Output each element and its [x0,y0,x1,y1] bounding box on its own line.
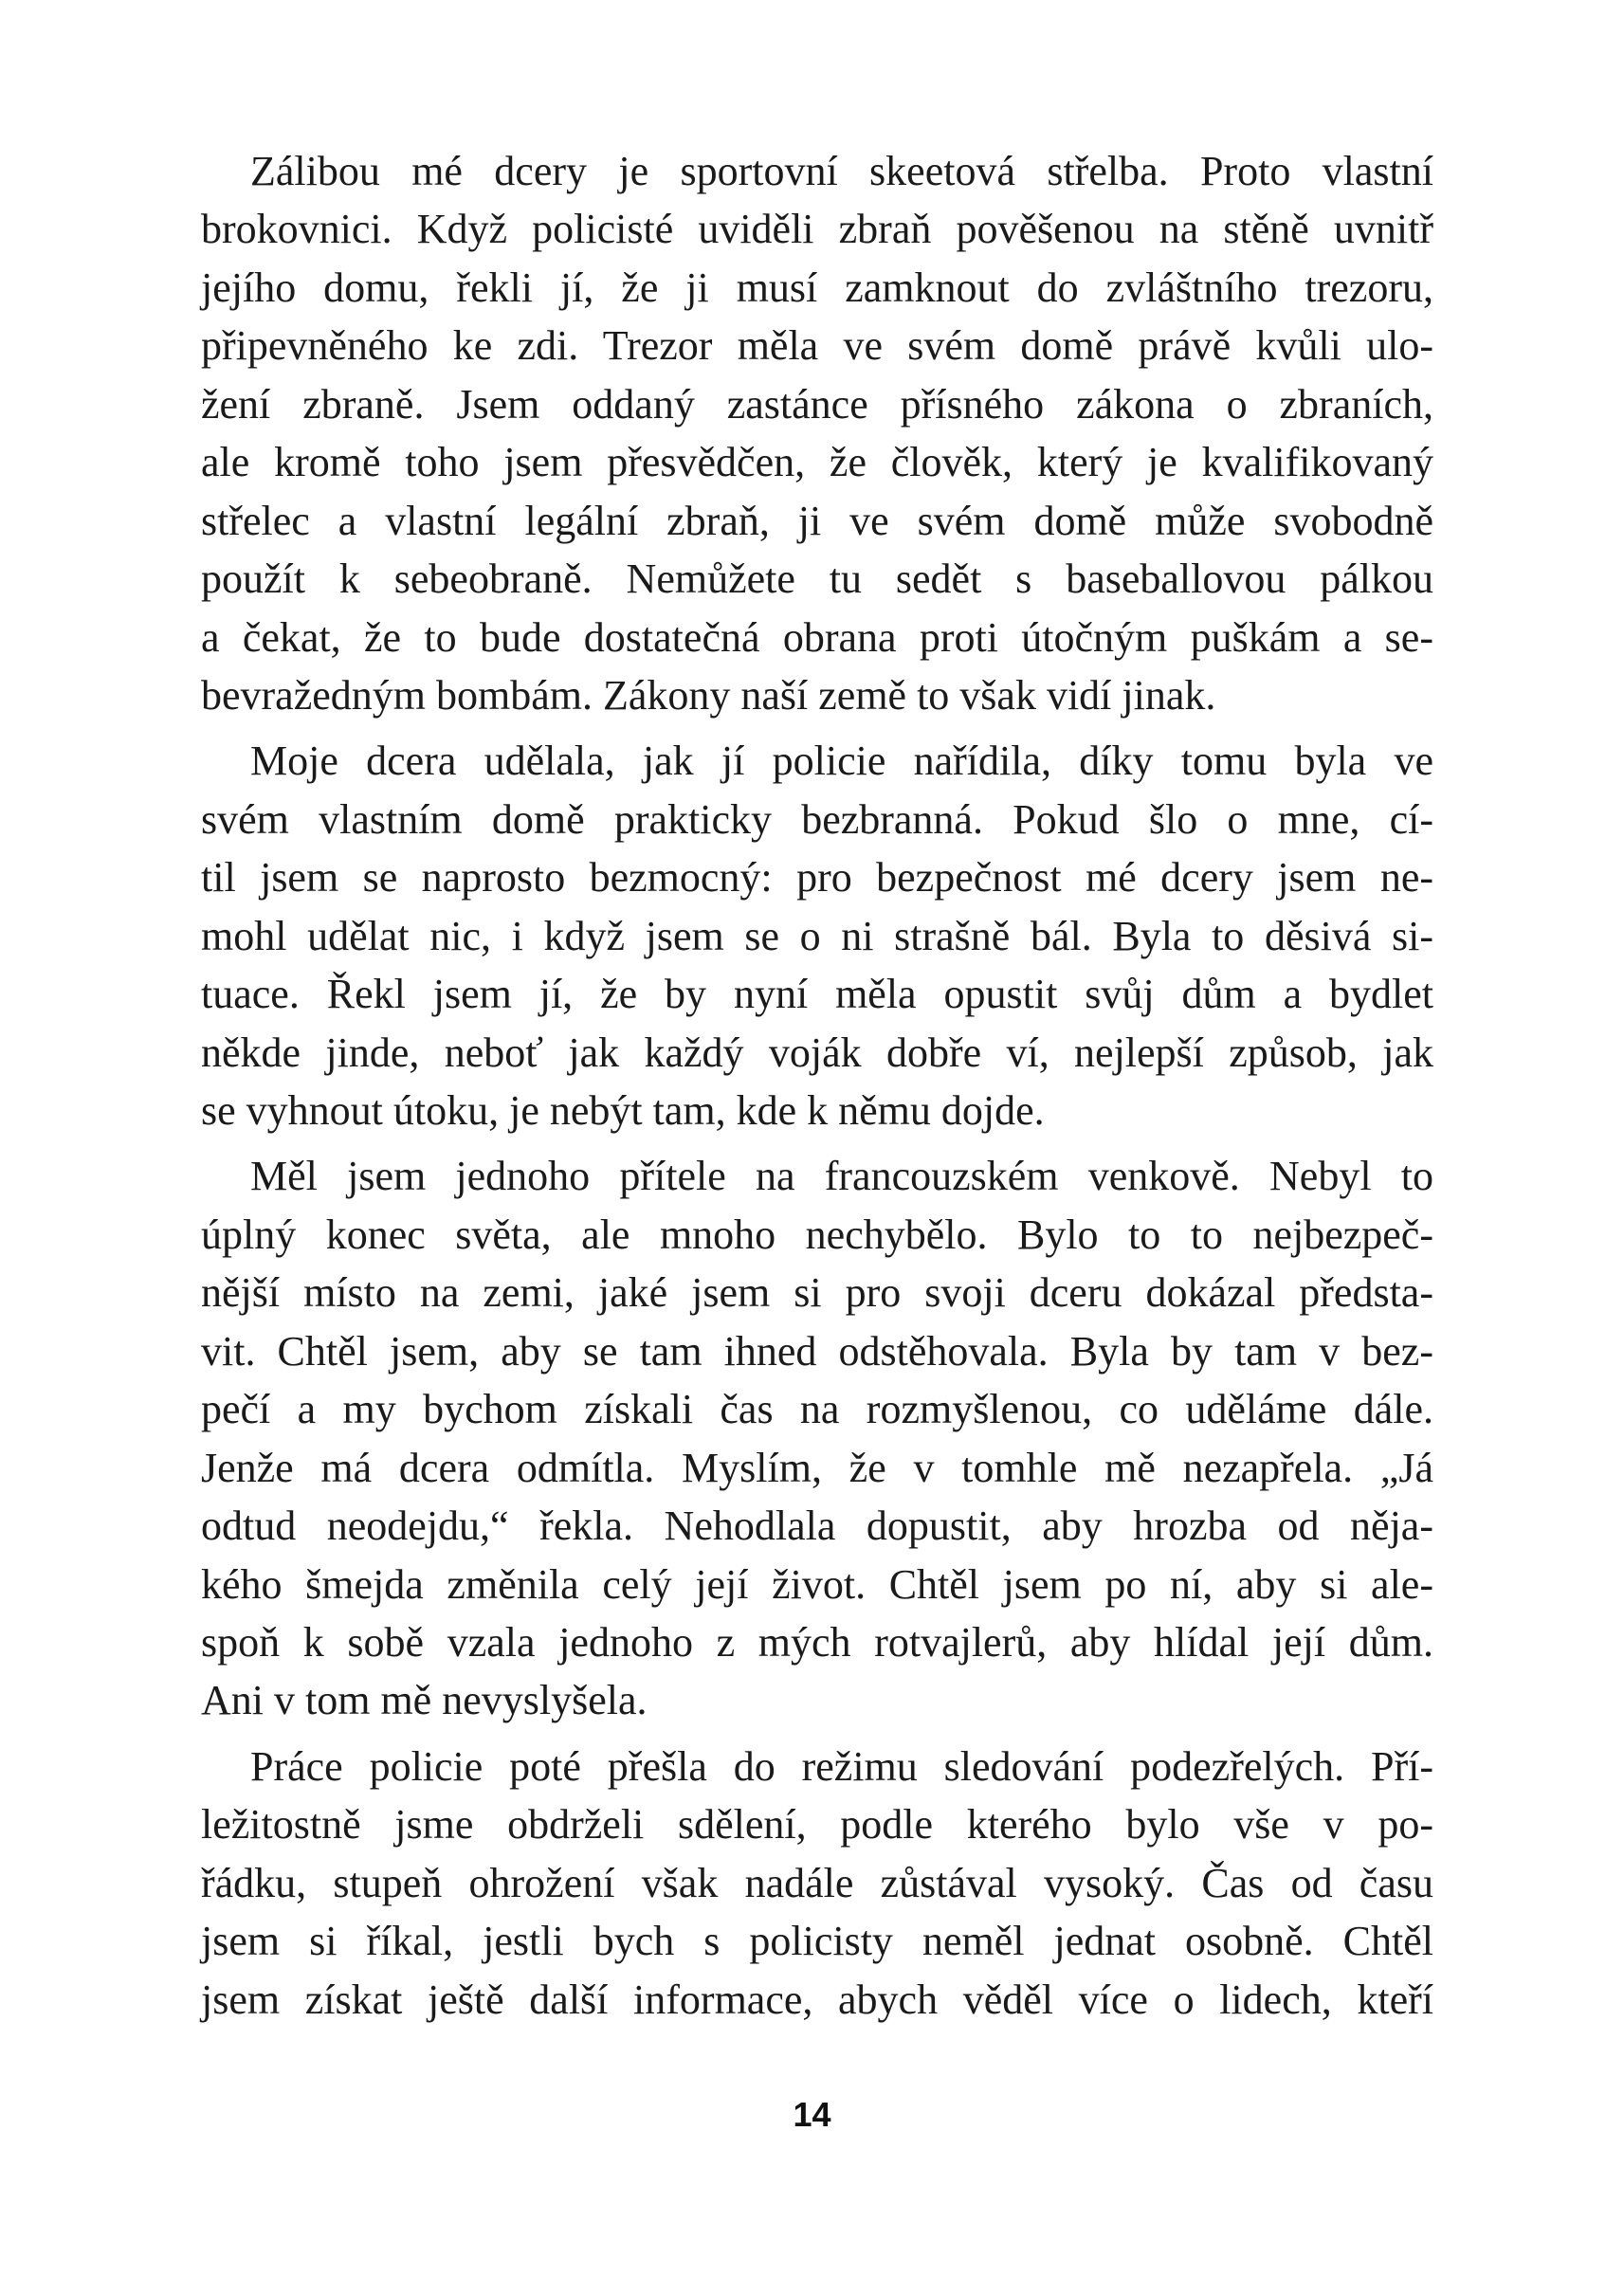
page-number: 14 [793,2095,831,2134]
text-line: spoň k sobě vzala jednoho z mých rotvajlerů, aby hlídal její dům. [201,1618,1433,1666]
text-line: žení zbraně. Jsem oddaný zastánce přísného zákona o zbraních, [201,380,1433,428]
text-line: se vyhnout útoku, je nebýt tam, kde k němu dojde. [201,1087,1045,1134]
text-line: brokovnici. Když policisté uviděli zbraň pověšenou na stěně uvnitř [201,206,1433,253]
paragraph [201,142,1433,724]
text-line: použít k sebeobraně. Nemůžete tu sedět s baseballovou pálkou [201,556,1433,603]
paragraph [201,1738,1433,2029]
text-line: střelec a vlastní legální zbraň, ji ve svém domě může svobodně [201,497,1433,544]
paragraph [201,732,1433,1139]
text-line: Ani v tom mě nevyslyšela. [201,1677,648,1724]
text-line: odtud neodejdu,“ řekla. Nehodlala dopustit, aby hrozba od něja- [201,1503,1433,1550]
text-line: kého šmejda změnila celý její život. Chtěl jsem po ní, aby si ale- [201,1560,1433,1608]
text-line: jsem si říkal, jestli bych s policisty neměl jednat osobně. Chtěl [201,1918,1433,1965]
text-line: tuace. Řekl jsem jí, že by nyní měla opustit svůj dům a bydlet [201,971,1433,1018]
text-line: připevněného ke zdi. Trezor měla ve svém domě právě kvůli ulo- [201,322,1433,370]
text-line: řádku, stupeň ohrožení však nadále zůstával vysoký. Čas od času [201,1859,1433,1906]
body-text [201,142,1433,2036]
text-line: til jsem se naprosto bezmocný: pro bezpečnost mé dcery jsem ne- [201,854,1433,902]
text-line: svém vlastním domě prakticky bezbranná. Pokud šlo o mne, cí- [201,795,1433,843]
text-line: Měl jsem jednoho přítele na francouzském venkově. Nebyl to [250,1153,1433,1200]
text-line: Práce policie poté přešla do režimu sledování podezřelých. Pří- [250,1742,1433,1790]
text-line: Jenže má dcera odmítla. Myslím, že v tomhle mě nezapřela. „Já [201,1444,1433,1491]
text-line: úplný konec světa, ale mnoho nechybělo. Bylo to to nejbezpeč- [201,1211,1433,1258]
text-line: jejího domu, řekli jí, že ji musí zamknout do zvláštního trezoru, [201,264,1433,311]
text-line: mohl udělat nic, i když jsem se o ni strašně bál. Byla to děsivá si- [201,912,1433,959]
text-line: Zálibou mé dcery je sportovní skeetová střelba. Proto vlastní [250,148,1433,194]
text-line: pečí a my bychom získali čas na rozmyšlenou, co uděláme dále. [201,1386,1433,1433]
text-line: vit. Chtěl jsem, aby se tam ihned odstěhovala. Byla by tam v bez- [201,1327,1433,1375]
text-line: někde jinde, neboť jak každý voják dobře ví, nejlepší způsob, jak [201,1029,1433,1076]
text-line: ale kromě toho jsem přesvědčen, že člověk, který je kvalifikovaný [201,439,1433,486]
paragraph [201,1147,1433,1729]
text-line: bevražedným bombám. Zákony naší země to však vidí jinak. [201,671,1216,719]
text-line: nější místo na zemi, jaké jsem si pro svoji dceru dokázal předsta- [201,1269,1433,1317]
text-line: Moje dcera udělala, jak jí policie nařídila, díky tomu byla ve [250,738,1433,785]
text-line: a čekat, že to bude dostatečná obrana proti útočným puškám a se- [201,613,1433,661]
text-line: ležitostně jsme obdrželi sdělení, podle kterého bylo vše v po- [201,1801,1433,1849]
text-line: jsem získat ještě další informace, abych věděl více o lidech, kteří [201,1976,1433,2023]
